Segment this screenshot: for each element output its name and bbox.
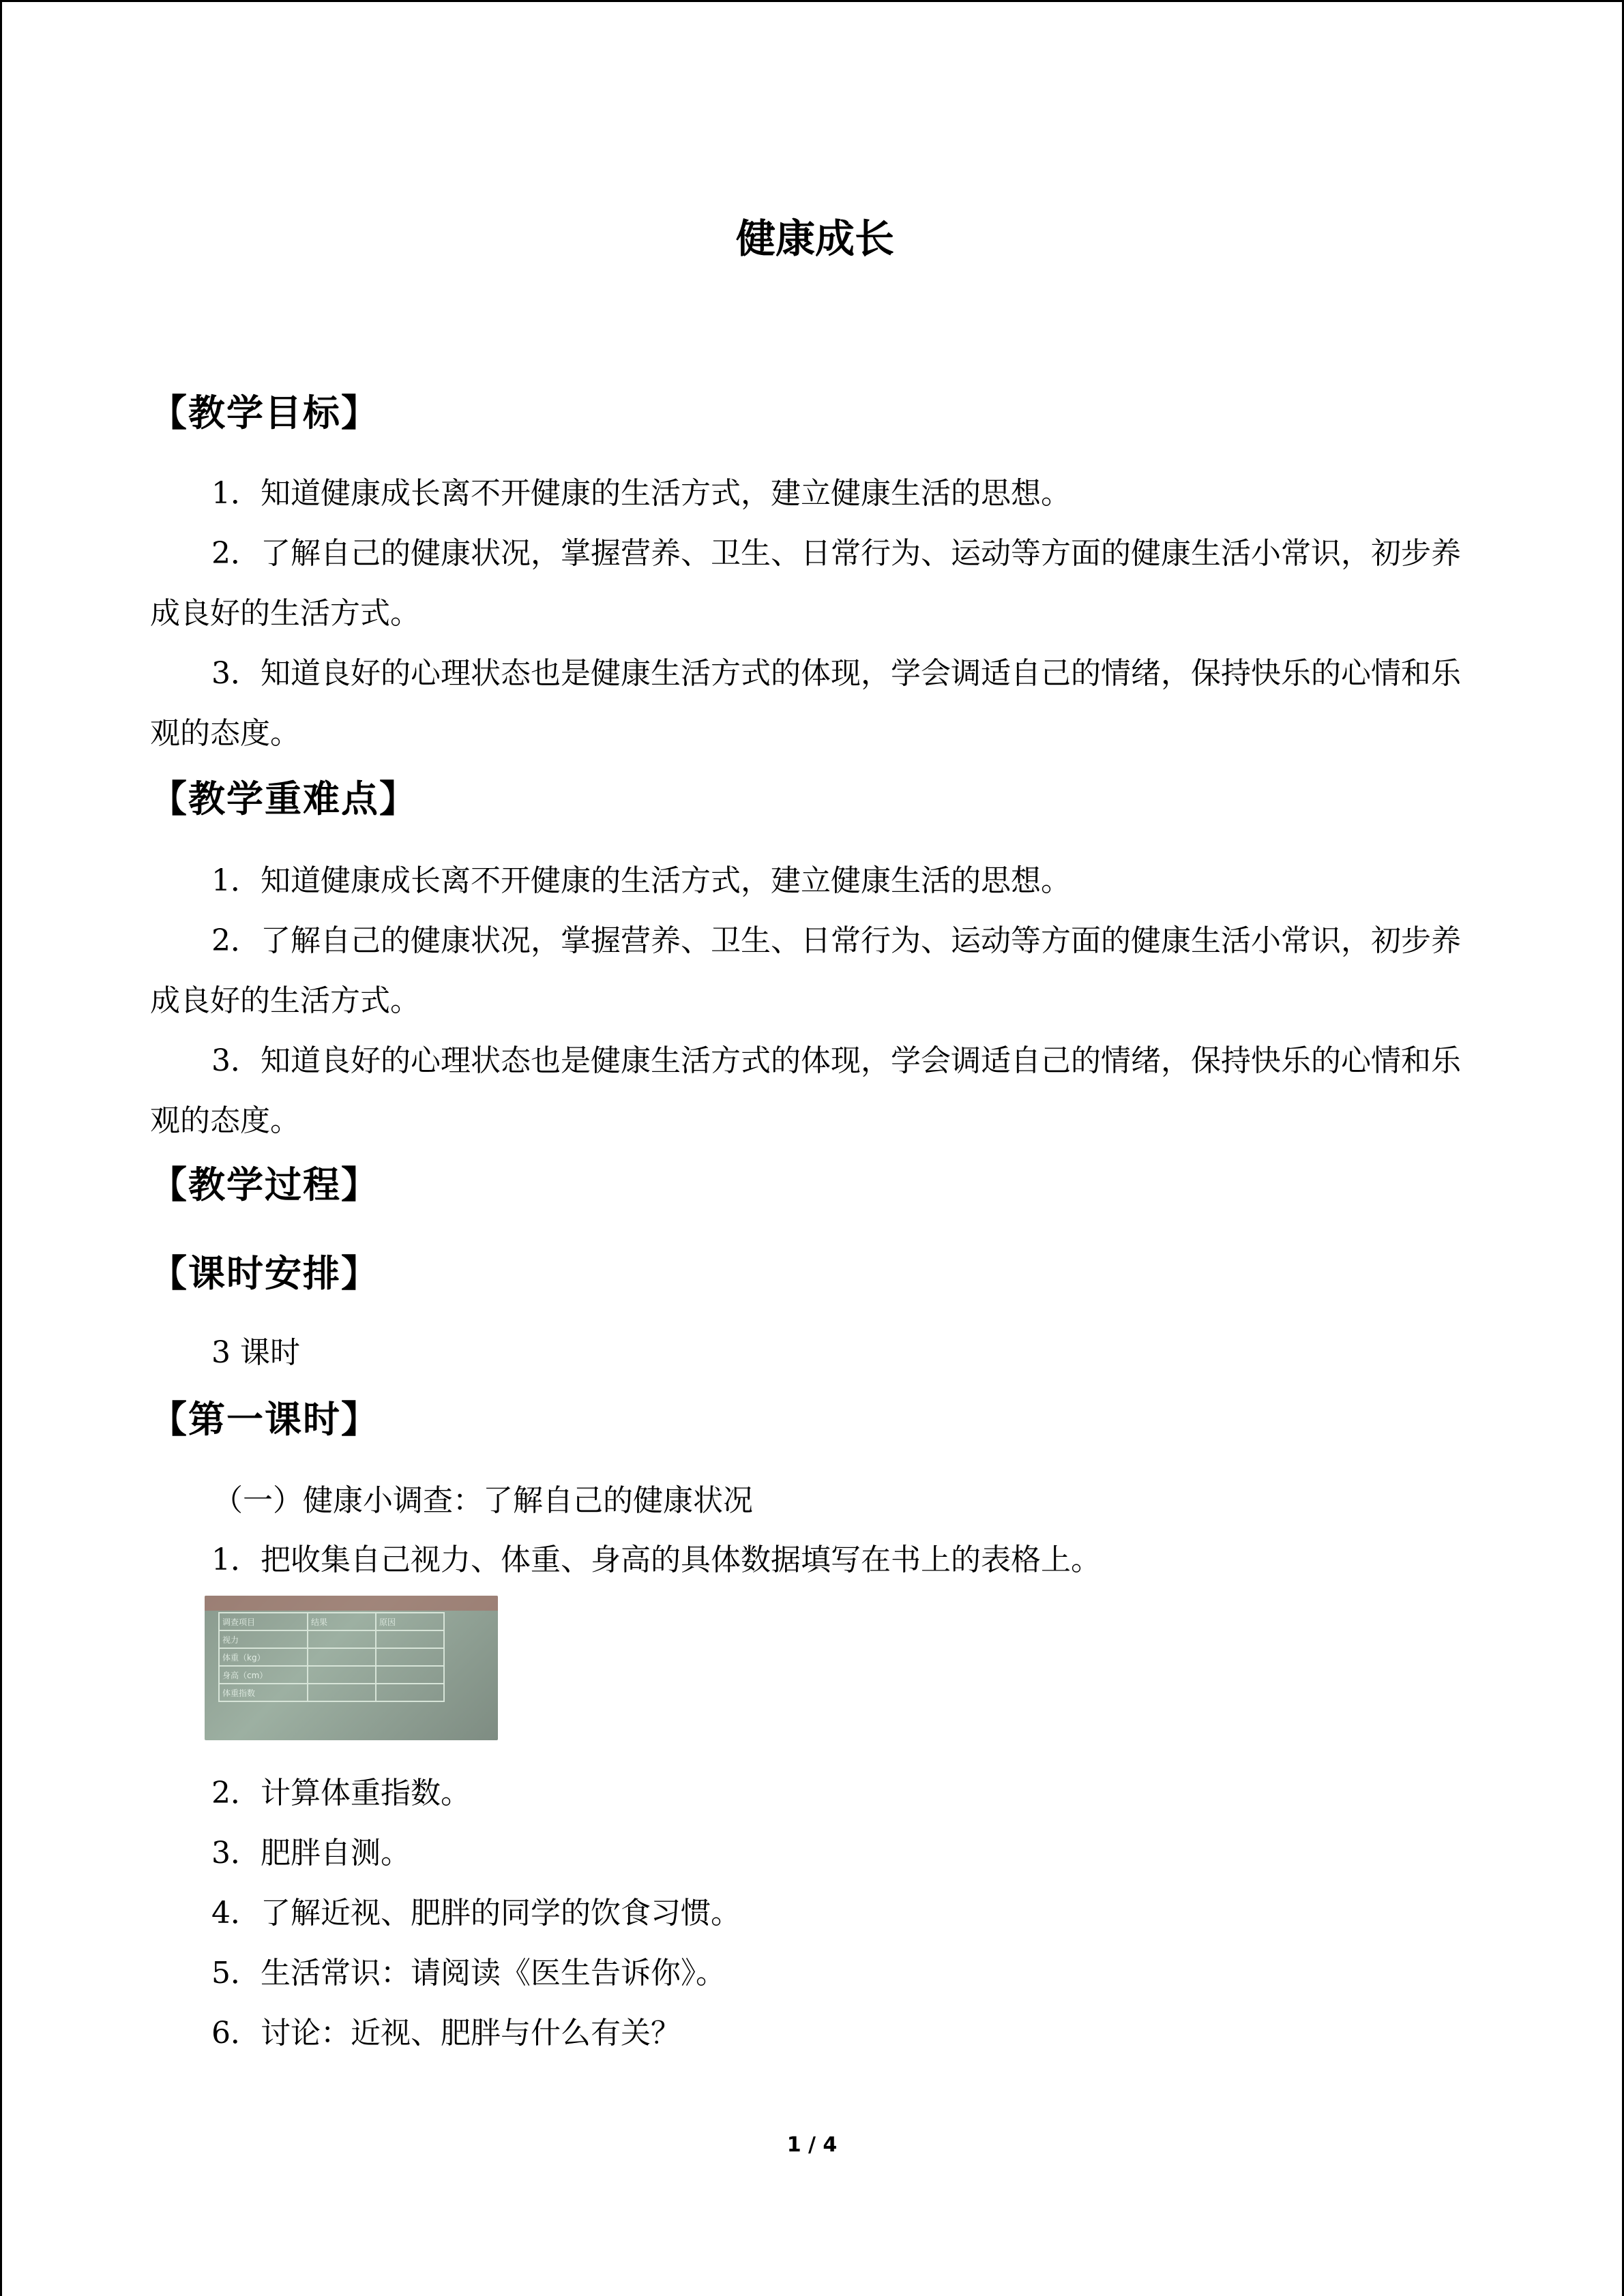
table-cell: 体重（kg） [219,1648,308,1666]
page-title: 健康成长 [735,215,894,262]
page-number: 1 / 4 [786,2133,838,2157]
page-border-top [0,0,1624,2]
goal-item-3: 3．知道良好的心理状态也是健康生活方式的体现，学会调适自己的情绪，保持快乐的心情和乐观的态度。 [150,656,1461,751]
heading-keypoints: 【教学重难点】 [150,777,417,820]
lesson1-item-5: 5．生活常识：请阅读《医生告诉你》。 [211,1956,726,1991]
page-border-left [0,0,2,2296]
schedule-text: 3 课时 [211,1335,300,1370]
keypoint-item-3: 3．知道良好的心理状态也是健康生活方式的体现，学会调适自己的情绪，保持快乐的心情和乐观的态度。 [150,1043,1461,1138]
table-header: 结果 [308,1613,376,1630]
lesson1-item-6: 6．讨论：近视、肥胖与什么有关？ [211,2016,681,2051]
survey-table [218,1612,445,1702]
heading-lesson1: 【第一课时】 [150,1398,379,1441]
table-cell: 视力 [219,1630,308,1648]
table-cell: 体重指数 [219,1684,308,1701]
lesson1-item-3: 3．肥胖自测。 [211,1836,411,1870]
table-row [219,1666,444,1684]
survey-table-photo [205,1596,498,1740]
heading-goals: 【教学目标】 [150,391,379,434]
lesson1-subheading: （一）健康小调查：了解自己的健康状况 [213,1483,753,1518]
goal-item-1: 1．知道健康成长离不开健康的生活方式，建立健康生活的思想。 [211,476,1071,511]
lesson1-item-1: 1．把收集自己视力、体重、身高的具体数据填写在书上的表格上。 [211,1542,1101,1577]
table-cell: 身高（cm） [219,1666,308,1684]
heading-process: 【教学过程】 [150,1163,379,1206]
goal-item-2: 2．了解自己的健康状况，掌握营养、卫生、日常行为、运动等方面的健康生活小常识，初步养成良好的生活方式。 [150,536,1461,631]
lesson1-item-4: 4．了解近视、肥胖的同学的饮食习惯。 [211,1896,741,1930]
photo-top-band [205,1596,498,1611]
table-header: 调查项目 [219,1613,308,1630]
heading-schedule: 【课时安排】 [150,1252,379,1295]
lesson1-item-2: 2．计算体重指数。 [211,1776,471,1810]
table-row [219,1648,444,1666]
table-row [219,1684,444,1701]
keypoint-item-1: 1．知道健康成长离不开健康的生活方式，建立健康生活的思想。 [211,863,1071,898]
table-row [219,1630,444,1648]
keypoint-item-2: 2．了解自己的健康状况，掌握营养、卫生、日常行为、运动等方面的健康生活小常识，初步养成良好的生活方式。 [150,923,1461,1018]
table-header: 原因 [376,1613,444,1630]
